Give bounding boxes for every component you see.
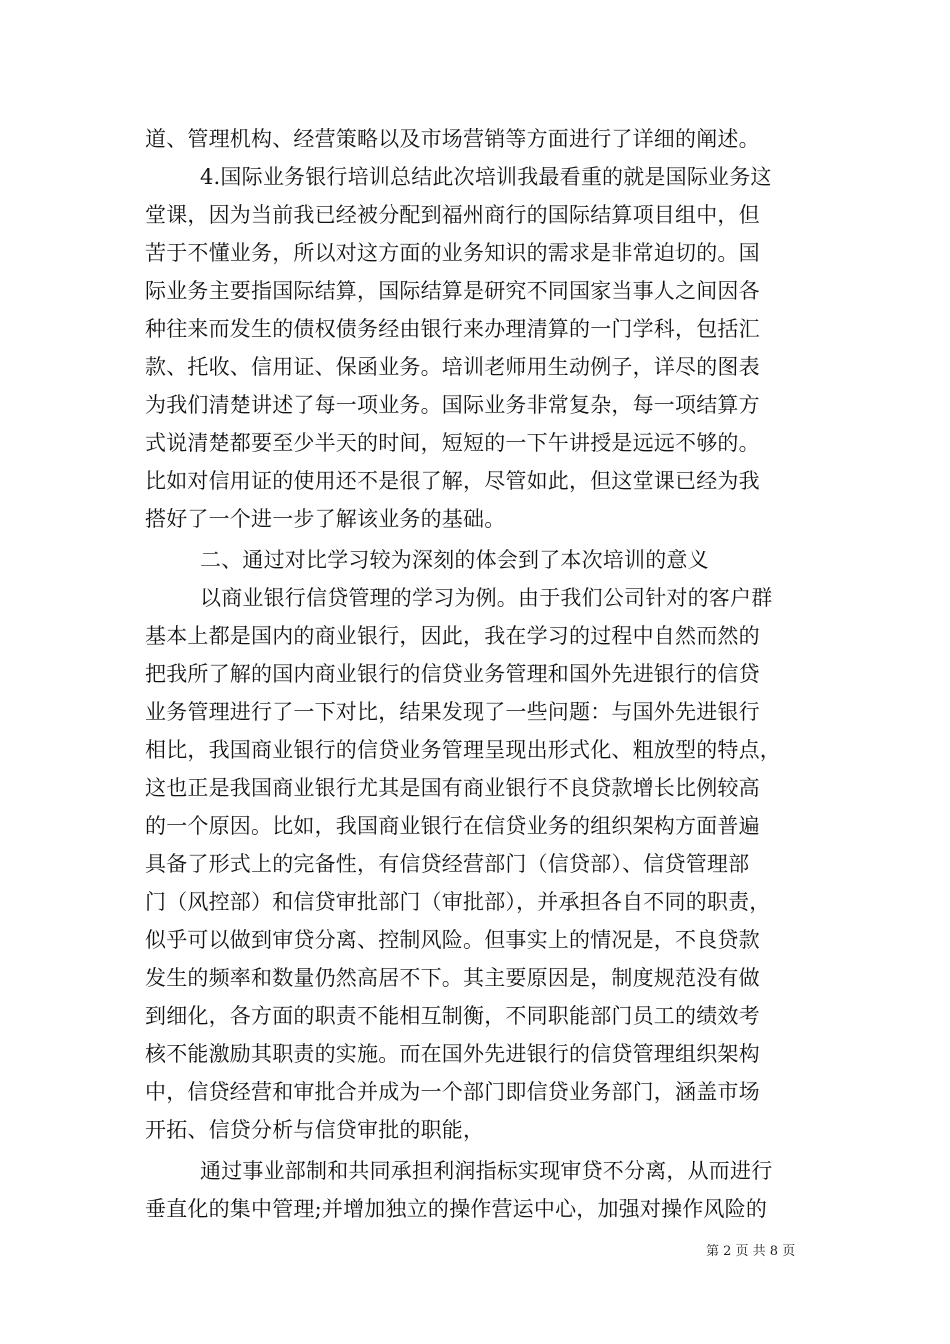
paragraph-2-line: 式说清楚都要至少半天的时间，短短的一下午讲授是远远不够的。 [145, 431, 760, 455]
paragraph-4-line: 通过事业部制和共同承担利润指标实现审贷不分离，从而进行 [200, 1159, 773, 1183]
paragraph-3-line: 把我所了解的国内商业银行的信贷业务管理和国外先进银行的信贷 [145, 662, 760, 686]
paragraph-3-line: 相比，我国商业银行的信贷业务管理呈现出形式化、粗放型的特点， [145, 738, 781, 762]
paragraph-3-line: 发生的频率和数量仍然高居不下。其主要原因是，制度规范没有做 [145, 966, 760, 990]
paragraph-3-line: 基本上都是国内的商业银行，因此，我在学习的过程中自然而然的 [145, 624, 760, 648]
paragraph-3-line: 开拓、信贷分析与信贷审批的职能， [145, 1118, 485, 1142]
document-body [145, 120, 810, 1228]
paragraph-3-line: 到细化，各方面的职责不能相互制衡，不同职能部门员工的绩效考 [145, 1004, 760, 1028]
paragraph-2-line: 苦于不懂业务，所以对这方面的业务知识的需求是非常迫切的。国 [145, 241, 760, 265]
paragraph-3-line: 门（风控部）和信贷审批部门（审批部），并承担各自不同的职责， [145, 890, 771, 914]
page-number-footer: 第 2 页 共 8 页 [706, 1244, 796, 1259]
paragraph-2-line: 款、托收、信用证、保函业务。培训老师用生动例子，详尽的图表 [145, 355, 760, 379]
paragraph-3-line: 以商业银行信贷管理的学习为例。由于我们公司针对的客户群 [200, 586, 773, 610]
paragraph-2-line: 为我们清楚讲述了每一项业务。国际业务非常复杂，每一项结算方 [145, 393, 760, 417]
paragraph-3-line: 具备了形式上的完备性，有信贷经营部门（信贷部）、信贷管理部 [145, 852, 750, 876]
paragraph-2-line: 4.国际业务银行培训总结此次培训我最看重的就是国际业务这 [200, 165, 772, 189]
paragraph-3-line: 核不能激励其职责的实施。而在国外先进银行的信贷管理组织架构 [145, 1042, 760, 1066]
paragraph-2-line: 堂课，因为当前我已经被分配到福州商行的国际结算项目组中，但 [145, 203, 760, 227]
paragraph-3-line: 似乎可以做到审贷分离、控制风险。但事实上的情况是，不良贷款 [145, 928, 760, 952]
paragraph-3-line: 这也正是我国商业银行尤其是国有商业银行不良贷款增长比例较高 [145, 776, 760, 800]
paragraph-1-line: 道、管理机构、经营策略以及市场营销等方面进行了详细的阐述。 [145, 127, 760, 151]
paragraph-3-line: 业务管理进行了一下对比，结果发现了一些问题：与国外先进银行 [145, 700, 760, 724]
paragraph-2-line: 搭好了一个进一步了解该业务的基础。 [145, 507, 506, 531]
paragraph-3-line: 的一个原因。比如，我国商业银行在信贷业务的组织架构方面普遍 [145, 814, 760, 838]
paragraph-2-line: 比如对信用证的使用还不是很了解，尽管如此，但这堂课已经为我 [145, 469, 760, 493]
paragraph-3-line: 中，信贷经营和审批合并成为一个部门即信贷业务部门，涵盖市场 [145, 1080, 760, 1104]
paragraph-2-line: 种往来而发生的债权债务经由银行来办理清算的一门学科，包括汇 [145, 317, 760, 341]
paragraph-4-line: 垂直化的集中管理;并增加独立的操作营运中心，加强对操作风险的 [145, 1197, 768, 1221]
paragraph-2-line: 际业务主要指国际结算，国际结算是研究不同国家当事人之间因各 [145, 279, 760, 303]
section-heading: 二、通过对比学习较为深刻的体会到了本次培训的意义 [200, 548, 709, 572]
